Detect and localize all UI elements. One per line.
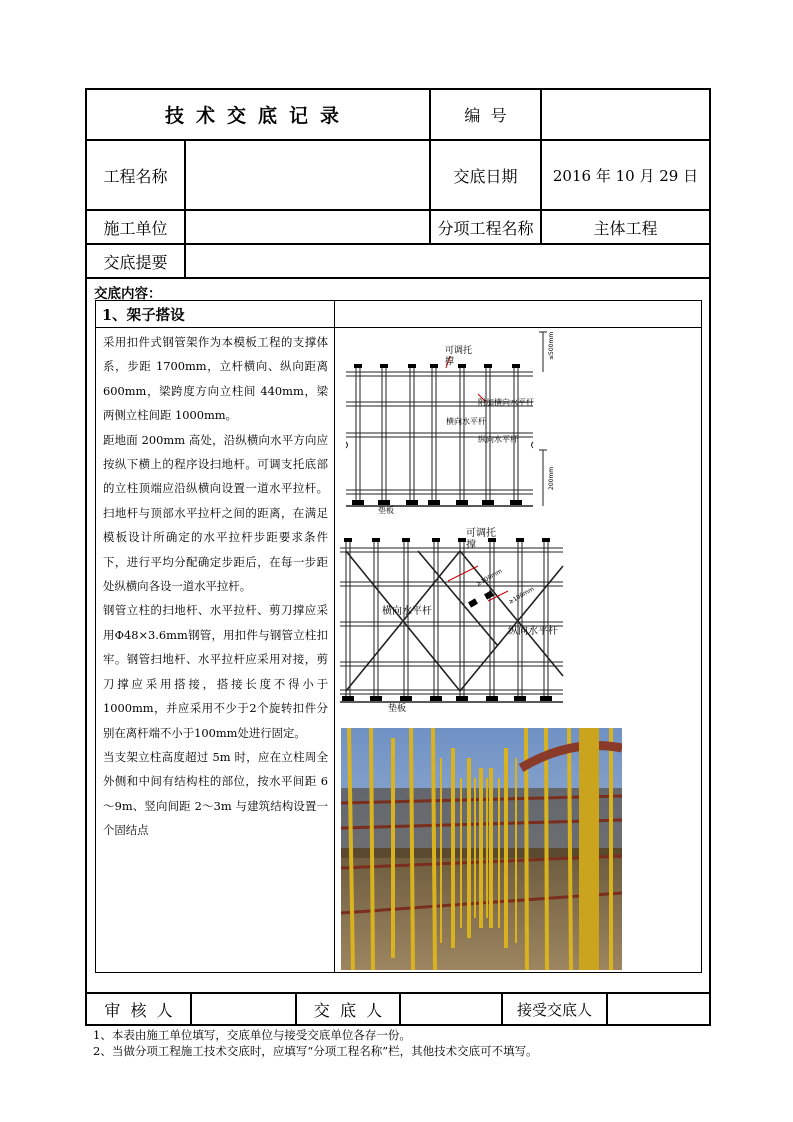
paragraph-3: 钢管立柱的扫地杆、水平拉杆、剪刀撑应采用Φ48×3.6mm钢管，用扣件与钢管立柱扣牢。钢管扫地杆、水平拉杆应采用对接，剪刀撑应采用搭接，搭接长度不得小于 1000mm，并应采用不少于2个旋转扣件分别在离杆端不小于100mm处进行固定。 (103, 603, 328, 740)
diagram2-dim-b: ≥100mm (507, 585, 536, 606)
diagram1-label-adjustable2: 撑 (445, 357, 455, 367)
subproject-label: 分项工程名称 (437, 218, 534, 238)
reviewer-value[interactable] (192, 994, 295, 1024)
content-body (103, 330, 328, 843)
receiver-value[interactable] (608, 994, 709, 1024)
diagram2-label-transverse: 横向水平杆 (382, 606, 432, 617)
diagram2-dim-a: ≥100mm (475, 567, 504, 588)
scaffold-bracing-diagram (338, 526, 578, 716)
scaffold-site-photo (341, 728, 622, 970)
project-name-label: 工程名称 (103, 166, 168, 186)
page-title: 技术交底记录 (164, 105, 351, 127)
discloser-value[interactable] (401, 994, 501, 1024)
number-label: 编 号 (464, 106, 507, 125)
diagram2-label-adjustable: 可调托 (466, 528, 496, 539)
content-label: 交底内容： (94, 286, 162, 302)
diagram1-label-extra: 附加横向水平杆 (478, 398, 534, 407)
diagram1-label-transverse: 横向水平杆 (446, 417, 486, 426)
diagram1-dim-bottom: 200mm (548, 466, 555, 490)
diagram2-label-longitudinal: 纵向水平杆 (508, 626, 558, 637)
inner-row-divider (95, 327, 702, 328)
section-title: 1、架子搭设 (102, 307, 185, 324)
diagram1-label-pad: 垫板 (378, 506, 394, 515)
row-divider (85, 277, 711, 279)
footer-note-2: 2、当做分项工程施工技术交底时，应填写“分项工程名称”栏，其他技术交底可不填写。 (93, 1044, 538, 1058)
diagram2-label-adjustable2: 撑 (466, 540, 476, 551)
footer-note-1: 1、本表由施工单位填写，交底单位与接受交底单位各存一份。 (93, 1028, 411, 1042)
diagram1-label-longitudinal: 纵向水平杆 (478, 435, 518, 444)
paragraph-1: 采用扣件式钢管架作为本模板工程的支撑体系，步距 1700mm，立杆横向、纵向距离 600mm，梁跨度方向立柱间 440mm，梁两侧立柱间距 1000mm。 (103, 335, 328, 423)
date-label: 交底日期 (453, 166, 518, 186)
inner-col-divider (334, 300, 335, 973)
scaffold-elevation-diagram (338, 330, 568, 515)
diagram1-dim-top: ≤500mm (548, 331, 555, 360)
diagram2-label-pad: 垫板 (388, 704, 407, 714)
summary-value[interactable] (186, 245, 709, 277)
discloser-label: 交 底 人 (313, 1000, 383, 1020)
unit-label: 施工单位 (103, 218, 168, 238)
reviewer-label: 审 核 人 (104, 1000, 173, 1020)
diagram1-label-adjustable: 可调托 (445, 346, 473, 356)
date-value[interactable]: 2016 年 10 月 29 日 (552, 166, 699, 185)
receiver-label: 接受交底人 (516, 1000, 592, 1019)
paragraph-4: 当支架立柱高度超过 5m 时，应在立柱周全外侧和中间有结构柱的部位，按水平间距 6～9m、竖向间距 2～3m 与建筑结构设置一个固结点 (103, 749, 328, 838)
project-name-value[interactable] (186, 141, 429, 209)
paragraph-2: 距地面 200mm 高处，沿纵横向水平方向应按纵下横上的程序设扫地杆。可调支托底部的立柱顶端应沿纵横向设置一道水平拉杆。扫地杆与顶部水平拉杆之间的距离，在满足模板设计所确定的水平拉杆步距要求条件下，进行平均分配确定步距后，在每一步距处纵横向各设一道水平拉杆。 (103, 432, 328, 594)
unit-value[interactable] (186, 211, 429, 243)
subproject-value[interactable]: 主体工程 (593, 218, 658, 238)
number-value[interactable] (542, 90, 709, 139)
summary-label: 交底提要 (103, 252, 168, 272)
